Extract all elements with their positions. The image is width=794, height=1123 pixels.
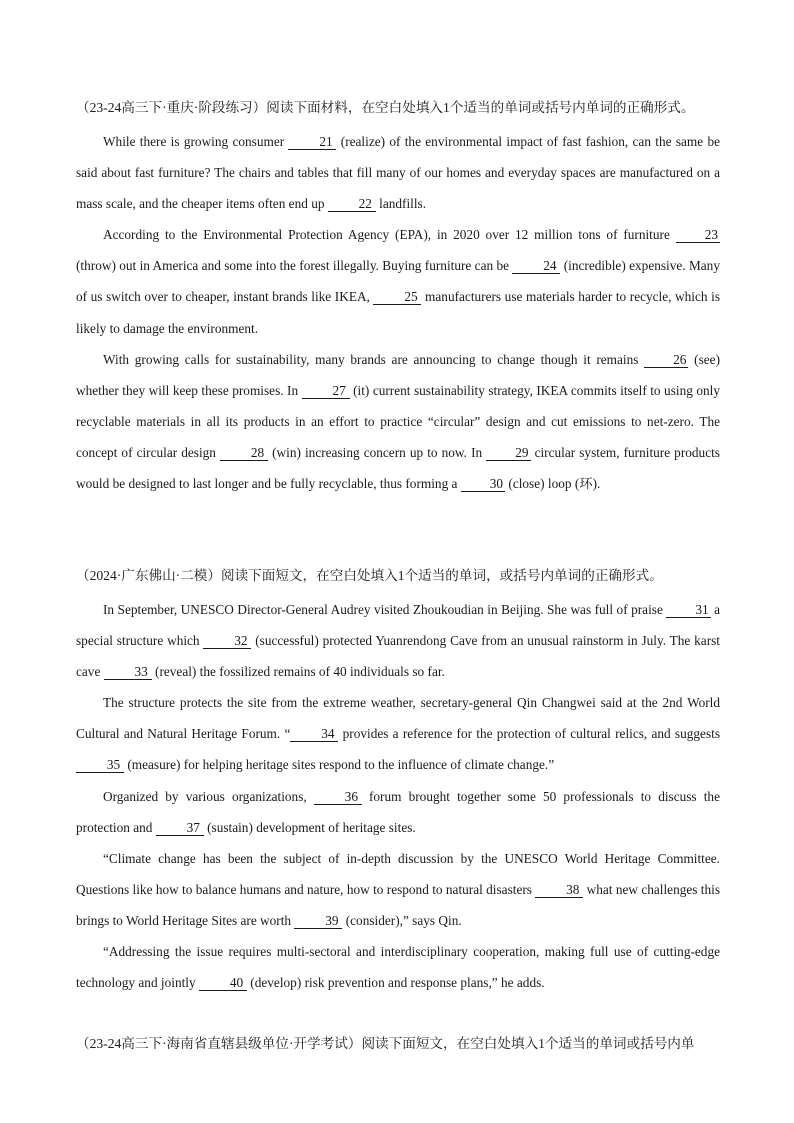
answer-blank-21[interactable]: 21 (288, 135, 336, 150)
answer-blank-26[interactable]: 26 (644, 353, 688, 368)
passage-text: forum brought together some 50 professionals to discuss the protection and (76, 788, 720, 835)
section-heading: （23-24高三下·海南省直辖县级单位·开学考试）阅读下面短文，在空白处填入1个适当的单词或括号内单 (76, 1036, 695, 1051)
paragraph (76, 126, 720, 219)
answer-blank-23[interactable]: 23 (676, 228, 720, 243)
passage-text: (win) increasing concern up to now. In (268, 444, 487, 460)
answer-blank-38[interactable]: 38 (535, 883, 583, 898)
passage-text: manufacturers use materials harder to recycle, which is likely to damage the environment. (76, 289, 720, 336)
passage-text: landfills. (375, 196, 427, 212)
answer-blank-22[interactable]: 22 (328, 197, 376, 212)
passage-text: With growing calls for sustainability, many brands are announcing to change though it remains (103, 351, 645, 367)
section-heading: （23-24高三下·重庆·阶段练习）阅读下面材料，在空白处填入1个适当的单词或括号内单词的正确形式。 (76, 100, 695, 115)
answer-blank-31[interactable]: 31 (666, 603, 710, 618)
passage-text: (consider),” says Qin. (342, 912, 462, 928)
passage-text: (close) loop (环). (505, 476, 601, 492)
answer-blank-37[interactable]: 37 (156, 821, 204, 836)
passage-text: While there is growing consumer (103, 134, 289, 149)
exercise-section-1 (76, 98, 720, 499)
passage-text: provides a reference for the protection of cultural relics, and suggests (338, 726, 720, 742)
paragraph (76, 936, 720, 998)
answer-blank-34[interactable]: 34 (290, 727, 338, 742)
passage-text: (see) whether they will keep these promises. In (76, 351, 720, 398)
paragraph (76, 781, 720, 843)
answer-blank-33[interactable]: 33 (104, 665, 152, 680)
passage-text: (reveal) the fossilized remains of 40 individuals so far. (151, 664, 445, 680)
passage-text: (successful) protected Yuanrendong Cave from an unusual rainstorm in July. The karst cave (76, 633, 721, 680)
passage-text: The structure protects the site from the extreme weather, secretary-general Qin Changwei said at the 2nd World Cultural and Natural Heritage Forum. “ (76, 695, 720, 742)
answer-blank-35[interactable]: 35 (76, 758, 124, 773)
passage-text: a special structure which (76, 602, 720, 649)
passage-text: “Addressing the issue requires multi-sectoral and interdisciplinary cooperation, making full use of cutting-edge technology and jointly (76, 944, 720, 991)
passage-text: In September, UNESCO Director-General Audrey visited Zhoukoudian in Beijing. She was full of praise (103, 602, 667, 617)
passage-text: (it) current sustainability strategy, IKEA commits itself to using only recyclable materials in all its products in an effort to practice “circular” design and cut emissions to net-zero. The concept of circular design (76, 382, 720, 460)
paragraph (76, 594, 720, 687)
passage-text: what new challenges this brings to World Heritage Sites are worth (76, 881, 721, 928)
answer-blank-29[interactable]: 29 (486, 446, 530, 461)
paragraph (76, 344, 720, 499)
exercise-section-2 (76, 566, 720, 998)
paragraph (76, 843, 720, 936)
passage-body (76, 594, 720, 998)
answer-blank-27[interactable]: 27 (302, 384, 350, 399)
answer-blank-28[interactable]: 28 (220, 446, 268, 461)
section-heading: （2024·广东佛山·二模）阅读下面短文，在空白处填入1个适当的单词，或括号内单词的正确形式。 (76, 568, 663, 583)
paragraph (76, 219, 720, 343)
passage-text: “Climate change has been the subject of in-depth discussion by the UNESCO World Heritage Committee. Questions like how to balance humans and nature, how to respond to natural disasters (76, 850, 720, 897)
answer-blank-32[interactable]: 32 (203, 634, 251, 649)
passage-text: (incredible) expensive. Many of us switch over to cheaper, instant brands like IKEA, (76, 258, 720, 305)
answer-blank-30[interactable]: 30 (461, 477, 505, 492)
answer-blank-40[interactable]: 40 (199, 976, 247, 991)
passage-text: (sustain) development of heritage sites. (203, 819, 416, 835)
passage-text: (throw) out in America and some into the forest illegally. Buying furniture can be (76, 258, 513, 274)
passage-body (76, 126, 720, 499)
passage-text: Organized by various organizations, (103, 788, 314, 804)
answer-blank-25[interactable]: 25 (373, 290, 421, 305)
exercise-section-3 (76, 1034, 720, 1054)
answer-blank-36[interactable]: 36 (314, 790, 362, 805)
passage-text: (develop) risk prevention and response plans,” he adds. (246, 975, 545, 991)
passage-text: (realize) of the environmental impact of fast fashion, can the same be said about fast furniture? The chairs and tables that fill many of our homes and everyday spaces are manufactured on a mass scale, and the cheaper items often end up (76, 134, 720, 212)
paragraph (76, 687, 720, 780)
passage-text: (measure) for helping heritage sites respond to the influence of climate change.” (124, 757, 555, 773)
answer-blank-24[interactable]: 24 (512, 259, 560, 274)
passage-text: circular system, furniture products would be designed to last longer and be fully recyclable, thus forming a (76, 444, 720, 492)
passage-text: According to the Environmental Protection Agency (EPA), in 2020 over 12 million tons of furniture (103, 227, 676, 243)
answer-blank-39[interactable]: 39 (294, 914, 342, 929)
